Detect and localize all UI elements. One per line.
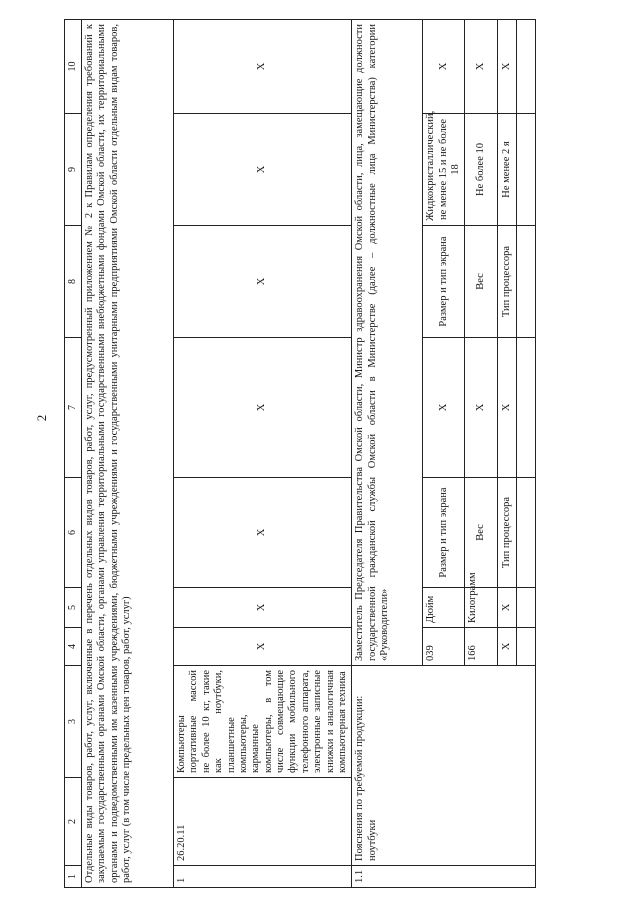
col-num-1: 1	[65, 866, 82, 888]
characteristic-name: Вес	[465, 478, 498, 588]
unit-name: Дюйм	[423, 588, 465, 628]
rotated-document	[64, 20, 584, 888]
intro-text: Отдельные виды товаров, работ, услуг, включенные в перечень отдельных видов товаров, работ, услуг, предусмотренный приложением № 2 к Правилам определения требований к закупаемым государственными органами Омской области, органами управления территориальными государственными внебюджетными фондами Омской области, их территориальными органами и подведомственными им казенными учреждениями, бюджетными учреждениями и государственными унитарными предприятиями Омской области отдельным видам товаров, работ, услуг (в том числе предельных цен товаров, работ, услуг)	[82, 20, 174, 888]
col-num-5: 5	[65, 588, 82, 628]
mark-cell: X	[465, 338, 498, 478]
mark-cell: X	[423, 20, 465, 114]
empty-cell	[517, 226, 536, 338]
empty-cell	[517, 338, 536, 478]
row-number: 1	[174, 866, 352, 888]
column-number-row	[65, 20, 82, 888]
characteristic-name: Тип процессора	[498, 478, 517, 588]
empty-cell	[517, 478, 536, 588]
col-num-6: 6	[65, 478, 82, 588]
empty-cell	[517, 20, 536, 114]
mark-cell: X	[174, 114, 352, 226]
mark-cell: X	[174, 226, 352, 338]
goods-requirements-table	[64, 19, 536, 888]
characteristic-name: Размер и тип экрана	[423, 226, 465, 338]
characteristic-name: Вес	[465, 226, 498, 338]
col-num-3: 3	[65, 666, 82, 778]
col-num-8: 8	[65, 226, 82, 338]
intro-row	[82, 20, 174, 888]
row-number: 1.1	[352, 866, 536, 888]
table-row	[352, 20, 423, 888]
unit-code: X	[498, 628, 517, 666]
mark-cell: X	[174, 588, 352, 628]
table-row	[174, 20, 352, 888]
product-explanation: Пояснения по требуемой продукции: ноутбуки	[352, 666, 536, 866]
unit-code: 039	[423, 628, 465, 666]
mark-cell: X	[174, 338, 352, 478]
unit-name: X	[498, 588, 517, 628]
col-num-4: 4	[65, 628, 82, 666]
mark-cell: X	[498, 338, 517, 478]
col-num-2: 2	[65, 778, 82, 866]
characteristic-name: Тип процессора	[498, 226, 517, 338]
mark-cell: X	[174, 20, 352, 114]
col-num-10: 10	[65, 20, 82, 114]
okpd-code: 26.20.11	[174, 778, 352, 866]
unit-code: 166	[465, 628, 498, 666]
managers-category: Заместитель Председателя Правительства Омской области, Министр здравоохранения Омской области, лица, замещающие должности государственной гражданской службы Омской области в Министерстве (далее – должностные лица Министерства) категории «Руководители»	[352, 20, 423, 666]
characteristic-value: Не более 10	[465, 114, 498, 226]
characteristic-value: Жидкокристаллический, не менее 15 и не более 18	[423, 114, 465, 226]
col-num-7: 7	[65, 338, 82, 478]
mark-cell: X	[174, 628, 352, 666]
page-number: 2	[34, 414, 49, 422]
unit-name: Килограмм	[465, 588, 498, 628]
empty-cell	[517, 114, 536, 226]
mark-cell: X	[498, 20, 517, 114]
col-num-9: 9	[65, 114, 82, 226]
mark-cell: X	[465, 20, 498, 114]
mark-cell: X	[423, 338, 465, 478]
mark-cell: X	[174, 478, 352, 588]
characteristic-name: Размер и тип экрана	[423, 478, 465, 588]
product-name: Компьютеры портативные массой не более 10 кг, такие как ноутбуки, планшетные компьютеры, карманные компьютеры, в том числе совмещающие функции мобильного телефонного аппарата, электронные записные книжки и аналогичная компьютерная техника	[174, 666, 352, 778]
empty-cell	[517, 628, 536, 666]
characteristic-value: Не менее 2 я	[498, 114, 517, 226]
empty-cell	[517, 588, 536, 628]
